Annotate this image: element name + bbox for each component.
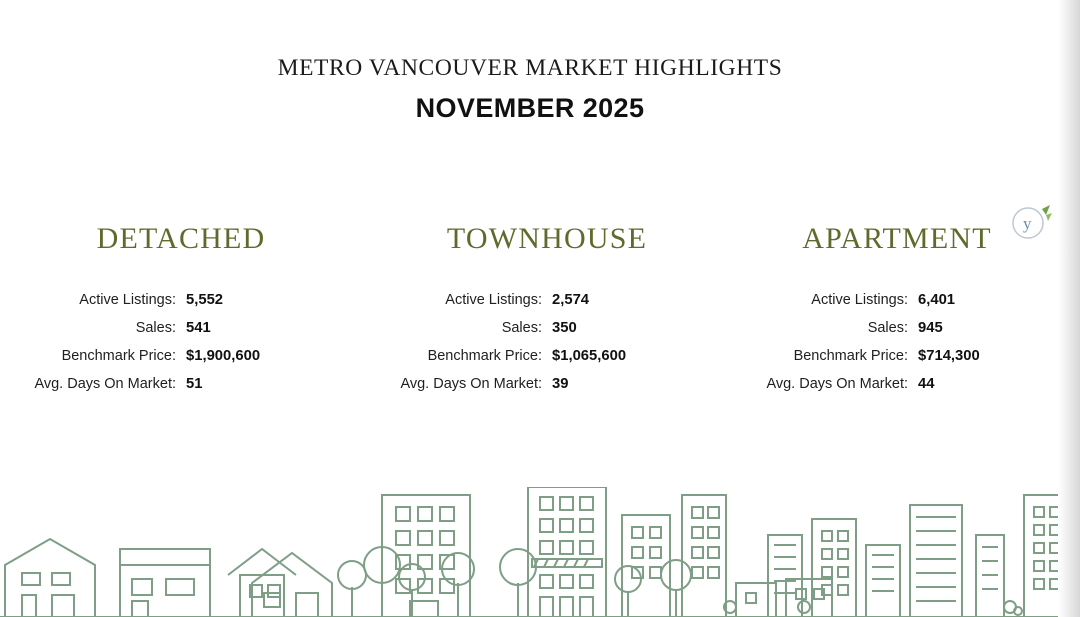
stat-value-avg-days-on-market: 51	[186, 376, 203, 392]
stat-label-sales: Sales:	[501, 320, 542, 336]
stat-label-active-listings: Active Listings:	[445, 292, 542, 308]
stats-column-apartment	[732, 222, 1080, 404]
stat-label-sales: Sales:	[867, 320, 908, 336]
partial-logo-mark	[1012, 203, 1052, 243]
stat-value-active-listings: 5,552	[186, 292, 224, 308]
stats-list-townhouse	[366, 292, 732, 392]
stat-label-avg-days-on-market: Avg. Days On Market:	[766, 376, 908, 392]
stat-row	[732, 376, 1080, 392]
stat-value-active-listings: 6,401	[918, 292, 956, 308]
stat-row	[732, 292, 1080, 308]
stat-value-avg-days-on-market: 44	[918, 376, 935, 392]
stat-value-avg-days-on-market: 39	[552, 376, 569, 392]
skyline-house-group-left	[5, 539, 95, 617]
stats-list-detached	[0, 292, 366, 392]
skyline-apartment-block-1	[382, 495, 470, 617]
stat-row	[0, 376, 366, 392]
stats-column-townhouse	[366, 222, 732, 404]
skyline-tree-group-right	[615, 560, 691, 617]
stat-row	[366, 376, 732, 392]
skyline-house-peaked	[228, 549, 296, 617]
skyline-house-peaked-2	[252, 553, 332, 617]
stat-row	[366, 348, 732, 364]
stats-list-apartment	[732, 292, 1080, 392]
skyline-tower-2	[812, 519, 856, 617]
city-skyline-illustration	[0, 487, 1060, 617]
page-edge-shadow	[1058, 0, 1080, 617]
column-title-detached: DETACHED	[96, 222, 266, 255]
skyline-house-group-left2	[120, 549, 210, 617]
stat-label-benchmark-price: Benchmark Price:	[427, 348, 542, 364]
stat-value-sales: 945	[918, 320, 943, 336]
stat-label-active-listings: Active Listings:	[79, 292, 176, 308]
market-stats-columns	[0, 222, 1060, 404]
stat-value-benchmark-price: $1,065,600	[552, 348, 627, 364]
column-title-apartment: APARTMENT	[802, 222, 992, 255]
skyline-tower-3	[866, 545, 900, 617]
stat-row	[732, 348, 1080, 364]
skyline-tower-4	[910, 505, 962, 617]
page-title: METRO VANCOUVER MARKET HIGHLIGHTS	[277, 55, 783, 81]
skyline-small-block-2	[682, 495, 726, 617]
stat-row	[0, 320, 366, 336]
page-header	[0, 54, 1060, 124]
stat-label-avg-days-on-market: Avg. Days On Market:	[34, 376, 176, 392]
page-subtitle-period: NOVEMBER 2025	[415, 93, 645, 124]
stat-row	[0, 348, 366, 364]
stat-value-sales: 541	[186, 320, 211, 336]
stat-label-benchmark-price: Benchmark Price:	[793, 348, 908, 364]
skyline-tower-6	[1024, 495, 1060, 617]
skyline-tower-5	[976, 535, 1004, 617]
stat-row	[366, 292, 732, 308]
svg-text:y: y	[1023, 214, 1032, 233]
stat-value-benchmark-price: $1,900,600	[186, 348, 261, 364]
stat-label-avg-days-on-market: Avg. Days On Market:	[400, 376, 542, 392]
stat-label-sales: Sales:	[135, 320, 176, 336]
stat-label-active-listings: Active Listings:	[811, 292, 908, 308]
column-title-townhouse: TOWNHOUSE	[446, 222, 648, 255]
stat-value-sales: 350	[552, 320, 577, 336]
skyline-tree-group-mid	[442, 549, 536, 617]
stat-value-active-listings: 2,574	[552, 292, 590, 308]
skyline-apartment-block-2	[528, 487, 606, 617]
stat-value-benchmark-price: $714,300	[918, 348, 980, 364]
stat-row	[0, 292, 366, 308]
stat-label-benchmark-price: Benchmark Price:	[61, 348, 176, 364]
skyline-low-roof-group	[736, 579, 832, 617]
stat-row	[732, 320, 1080, 336]
stat-row	[366, 320, 732, 336]
stats-column-detached	[0, 222, 366, 404]
